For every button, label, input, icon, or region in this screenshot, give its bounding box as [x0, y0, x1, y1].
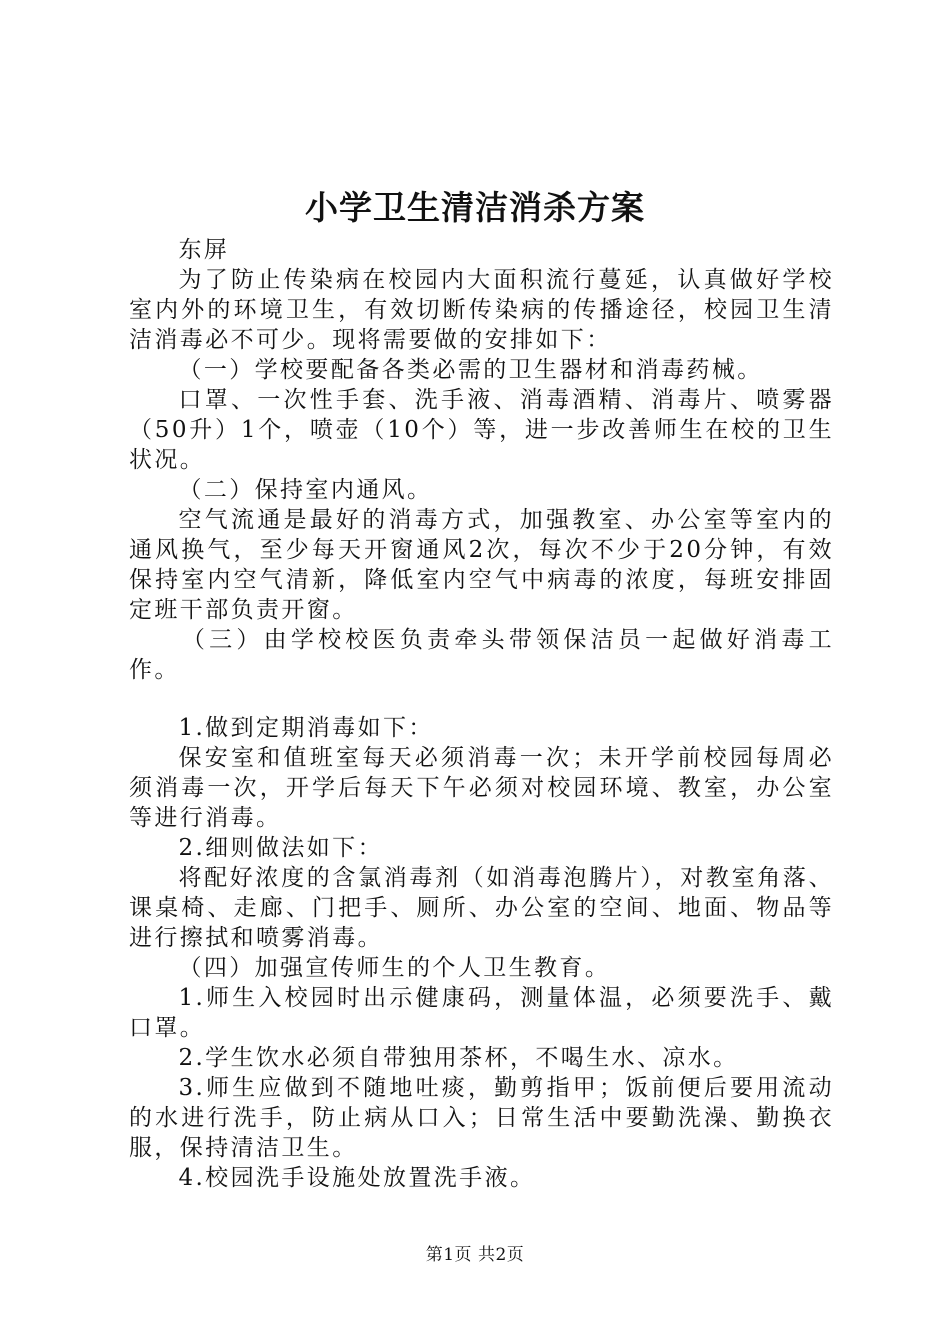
intro-paragraph: 为了防止传染病在校园内大面积流行蔓延，认真做好学校室内外的环境卫生，有效切断传染病的传播途径，校园卫生清洁消毒必不可少。现将需要做的安排如下： [129, 267, 834, 353]
section-heading-2: （二）保持室内通风。 [178, 477, 433, 503]
hygiene-item-1: 1.师生入校园时出示健康码，测量体温，必须要洗手、戴口罩。 [129, 985, 834, 1041]
section-heading-4: （四）加强宣传师生的个人卫生教育。 [178, 955, 611, 981]
section-heading-1: （一）学校要配备各类必需的卫生器材和消毒药械。 [178, 357, 763, 383]
disinfection-method-paragraph: 将配好浓度的含氯消毒剂（如消毒泡腾片），对教室角落、课桌椅、走廊、门把手、厕所、办公室的空间、地面、物品等进行擦拭和喷雾消毒。 [129, 865, 834, 951]
hygiene-item-4: 4.校园洗手设施处放置洗手液。 [178, 1165, 536, 1191]
hygiene-item-3: 3.师生应做到不随地吐痰，勤剪指甲；饭前便后要用流动的水进行洗手，防止病从口入；日常生活中要勤洗澡、勤换衣服，保持清洁卫生。 [129, 1075, 834, 1161]
document-title: 小学卫生清洁消杀方案 [305, 188, 645, 227]
disinfection-schedule-paragraph: 保安室和值班室每天必须消毒一次；未开学前校园每周必须消毒一次，开学后每天下午必须对校园环境、教室，办公室等进行消毒。 [129, 745, 834, 831]
page-footer: 第1页 共2页 [425, 1245, 525, 1265]
supplies-paragraph: 口罩、一次性手套、洗手液、消毒酒精、消毒片、喷雾器（50升）1个，喷壶（10个）等，进一步改善师生在校的卫生状况。 [129, 387, 834, 473]
paragraph-spacer [129, 685, 834, 713]
disinfection-item-1: 1.做到定期消毒如下： [178, 715, 434, 741]
ventilation-paragraph: 空气流通是最好的消毒方式，加强教室、办公室等室内的通风换气，至少每天开窗通风2次，每次不少于20分钟，有效保持室内空气清新，降低室内空气中病毒的浓度，每班安排固定班干部负责开窗。 [129, 507, 834, 623]
author-line: 东屏 [178, 237, 230, 263]
hygiene-item-2: 2.学生饮水必须自带独用茶杯，不喝生水、凉水。 [178, 1045, 739, 1071]
document-body [129, 235, 834, 1193]
disinfection-item-2: 2.细则做法如下： [178, 835, 383, 861]
section-heading-3: （三）由学校校医负责牵头带领保洁员一起做好消毒工作。 [129, 627, 834, 683]
